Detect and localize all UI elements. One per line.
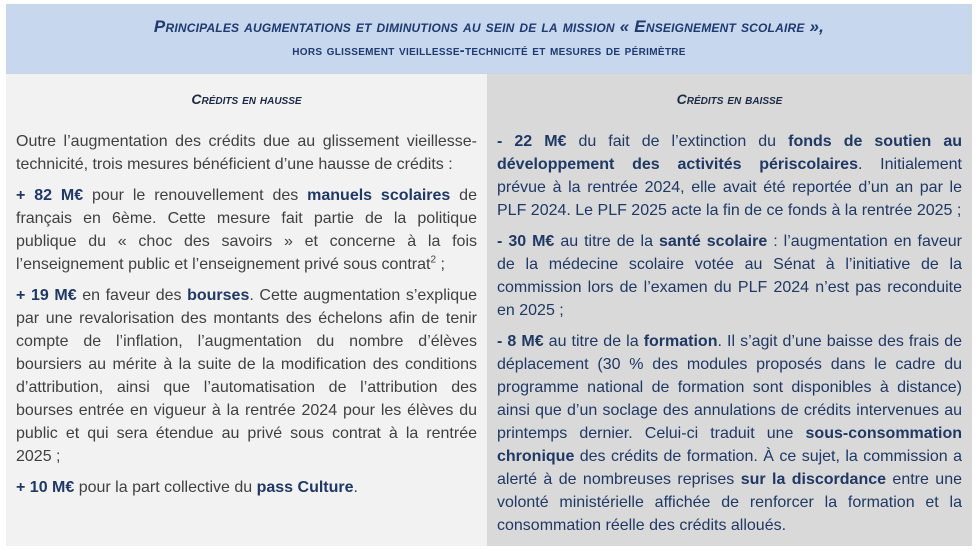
credits-up-item <box>16 184 477 276</box>
header-subtitle: hors glissement vieillesse-technicité et mesures de périmètre <box>292 43 686 59</box>
credits-up-item <box>16 476 477 499</box>
text: : l’augmentation en faveur de la médecine scolaire votée au Sénat à l’initiative de la commission lors de l’examen du PLF 2024 n’est pas reconduite en 2025 ; <box>497 233 962 319</box>
credits-down-item <box>497 230 962 322</box>
emphasis: sous-consommation chronique <box>497 425 962 465</box>
emphasis: formation <box>643 333 718 350</box>
text: en faveur des <box>76 287 188 304</box>
emphasis: bourses <box>187 287 250 304</box>
emphasis: pass Culture <box>256 479 354 496</box>
text: au titre de la <box>543 333 644 350</box>
amount: + 10 M€ <box>16 479 75 496</box>
amount: + 19 M€ <box>16 287 77 304</box>
text: des crédits de formation. À ce sujet, la commission a alerté à de nombreuses reprises <box>497 448 962 488</box>
emphasis: sur la discordance <box>740 471 887 488</box>
header-title: Principales augmentations et diminutions au sein de la mission « Enseignement scolaire », <box>153 17 825 36</box>
credits-down-item <box>497 130 962 222</box>
text: pour la part collective du <box>74 479 257 496</box>
amount: - 22 M€ <box>497 133 567 150</box>
text: . Cette augmentation s’explique par une revalorisation des montants des échelons afin de tenir compte de l’inflation, l’augmentation du nombre d’élèves boursiers au mérite à la suite de la modification des conditions d’attribution, ainsi que l’automatisation de l’attribution des bourses entrée en vigueur à la rentrée 2024 pour les élèves du public et qui sera étendue au privé sous contrat à la rentrée 2025 ; <box>16 287 478 465</box>
footnote-ref: 2 <box>430 254 437 266</box>
emphasis: fonds de soutien au développement des activités périscolaires <box>497 133 963 173</box>
text: ; <box>436 256 445 273</box>
amount: - 8 M€ <box>497 333 544 350</box>
emphasis: manuels scolaires <box>307 187 451 204</box>
text: de français en 6ème. Cette mesure fait partie de la politique publique du « choc des savoirs » et concerne à la fois l’enseignement public et l’enseignement privé sous contrat <box>16 187 477 273</box>
text: . <box>353 479 358 496</box>
text: entre une volonté ministérielle affichée de renforcer la formation et la consommation réelle des crédits alloués. <box>497 471 962 534</box>
credits-up-column <box>6 74 487 546</box>
text: . Il s’agit d’une baisse des frais de déplacement (30 % des modules proposés dans le cadre du programme national de formation sont disponibles à distance) ainsi que d’un soclage des annulations de crédits intervenues au printemps dernier. Celui-ci traduit une <box>497 333 963 442</box>
text: pour le renouvellement des <box>83 187 308 204</box>
credits-down-column <box>487 74 972 546</box>
credits-up-item <box>16 284 477 468</box>
emphasis: santé scolaire <box>658 233 768 250</box>
text: . Initialement prévue à la rentrée 2024, elle avait été reportée d’un an par le PLF 2024. Le PLF 2025 acte la fin de ce fonds à la rentrée 2025 ; <box>497 156 962 219</box>
text: au titre de la <box>554 233 659 250</box>
credits-up-title: Crédits en hausse <box>191 91 302 107</box>
credits-up-intro: Outre l’augmentation des crédits due au glissement vieillesse-technicité, trois mesures bénéficient d’une hausse de crédits : <box>16 133 477 173</box>
credits-down-item <box>497 330 962 537</box>
text: du fait de l’extinction du <box>566 133 789 150</box>
amount: + 82 M€ <box>16 187 84 204</box>
credits-down-title: Crédits en baisse <box>676 91 783 107</box>
amount: - 30 M€ <box>497 233 555 250</box>
table-header <box>6 4 972 74</box>
